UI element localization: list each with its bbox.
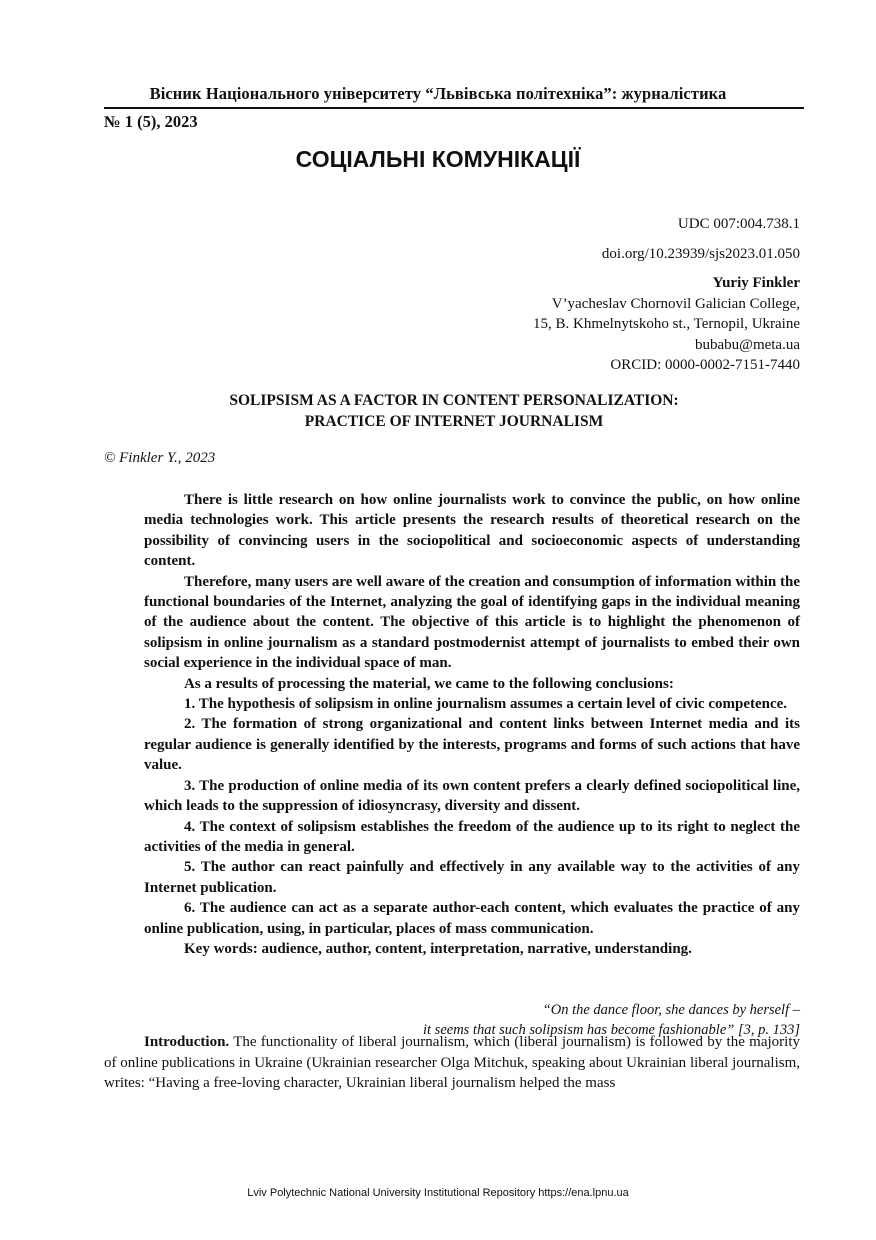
journal-title: Вісник Національного університету “Львівська політехніка”: журналістика (149, 84, 727, 103)
doi-link[interactable]: doi.org/10.23939/sjs2023.01.050 (601, 246, 800, 262)
abstract-paragraph: 3. The production of online media of its own content prefers a clearly defined sociopolitical line, which leads to the suppression of idiosyncrasy, diversity and dissent. (144, 777, 800, 815)
introduction-heading: Introduction. (144, 1034, 230, 1050)
abstract-paragraph: 1. The hypothesis of solipsism in online journalism assumes a certain level of civic competence. (184, 696, 788, 713)
abstract (144, 490, 800, 959)
article-title (104, 390, 804, 432)
issue-number: № 1 (5), 2023 (104, 112, 198, 131)
abstract-paragraph: 5. The author can react painfully and effectively in any available way to the activities of any Internet publication. (144, 859, 800, 896)
abstract-paragraph: 6. The audience can act as a separate author-each content, which evaluates the practice of any online publication, using, in particular, places of mass communication. (144, 900, 800, 937)
article-title-line: PRACTICE OF INTERNET JOURNALISM (304, 413, 604, 430)
article-title-line: SOLIPSISM AS A FACTOR IN CONTENT PERSONALIZATION: (229, 392, 679, 409)
introduction-paragraph (104, 1032, 800, 1094)
introduction (104, 1032, 800, 1094)
author-email[interactable]: bubabu@meta.ua (694, 336, 800, 353)
repository-footer: Lviv Polytechnic National University Institutional Repository https://ena.lpnu.ua (247, 1187, 629, 1199)
abstract-paragraph: As a results of processing the material, we came to the following conclusions: (184, 675, 674, 692)
introduction-text: The functionality of liberal journalism, which (liberal journalism) is followed by the majority of online publications in Ukraine (Ukrainian researcher Olga Mitchuk, speaking about Ukrainian liberal journalism, writes: “Having a free-loving character, Ukrainian liberal journalism helped the mass (104, 1034, 800, 1091)
abstract-paragraph: 4. The context of solipsism establishes the freedom of the audience up to its right to neglect the activities of the media in general. (144, 818, 800, 855)
epigraph-line: it seems that such solipsism has become fashionable” [3, p. 133] (423, 1022, 800, 1038)
abstract-paragraph: 2. The formation of strong organizational and content links between Internet media and its regular audience is generally identified by the interests, programs and forms of such actions that have value. (144, 716, 800, 774)
header-rule (104, 107, 804, 109)
author-orcid: ORCID: 0000-0002-7151-7440 (610, 357, 800, 373)
copyright-notice: © Finkler Y., 2023 (104, 450, 216, 466)
author-block (533, 273, 800, 376)
abstract-paragraph: There is little research on how online journalists work to convince the public, on how online media technologies work. This article presents the research results of theoretical research on the possibility of convincing users in the sociopolitical and socioeconomic aspects of understanding content. (144, 492, 800, 570)
epigraph-line: “On the dance floor, she dances by herself – (542, 1002, 800, 1018)
abstract-paragraph: Therefore, many users are well aware of the creation and consumption of information within the functional boundaries of the Internet, analyzing the goal of identifying gaps in the individual meaning of the audience about the content. The objective of this article is to highlight the phenomenon of solipsism in online journalism as a standard postmodernist attempt of journalists to embed their own social experience in the individual space of man. (144, 573, 800, 672)
keywords: Key words: audience, author, content, interpretation, narrative, understanding. (184, 940, 692, 957)
author-name: Yuriy Finkler (712, 275, 800, 291)
udc-code: UDC 007:004.738.1 (677, 216, 800, 232)
author-address: 15, B. Khmelnytskoho st., Ternopil, Ukraine (533, 316, 800, 332)
section-title: СОЦІАЛЬНІ КОМУНІКАЦІЇ (295, 146, 581, 172)
author-affiliation: V’yacheslav Chornovil Galician College, (551, 295, 800, 312)
